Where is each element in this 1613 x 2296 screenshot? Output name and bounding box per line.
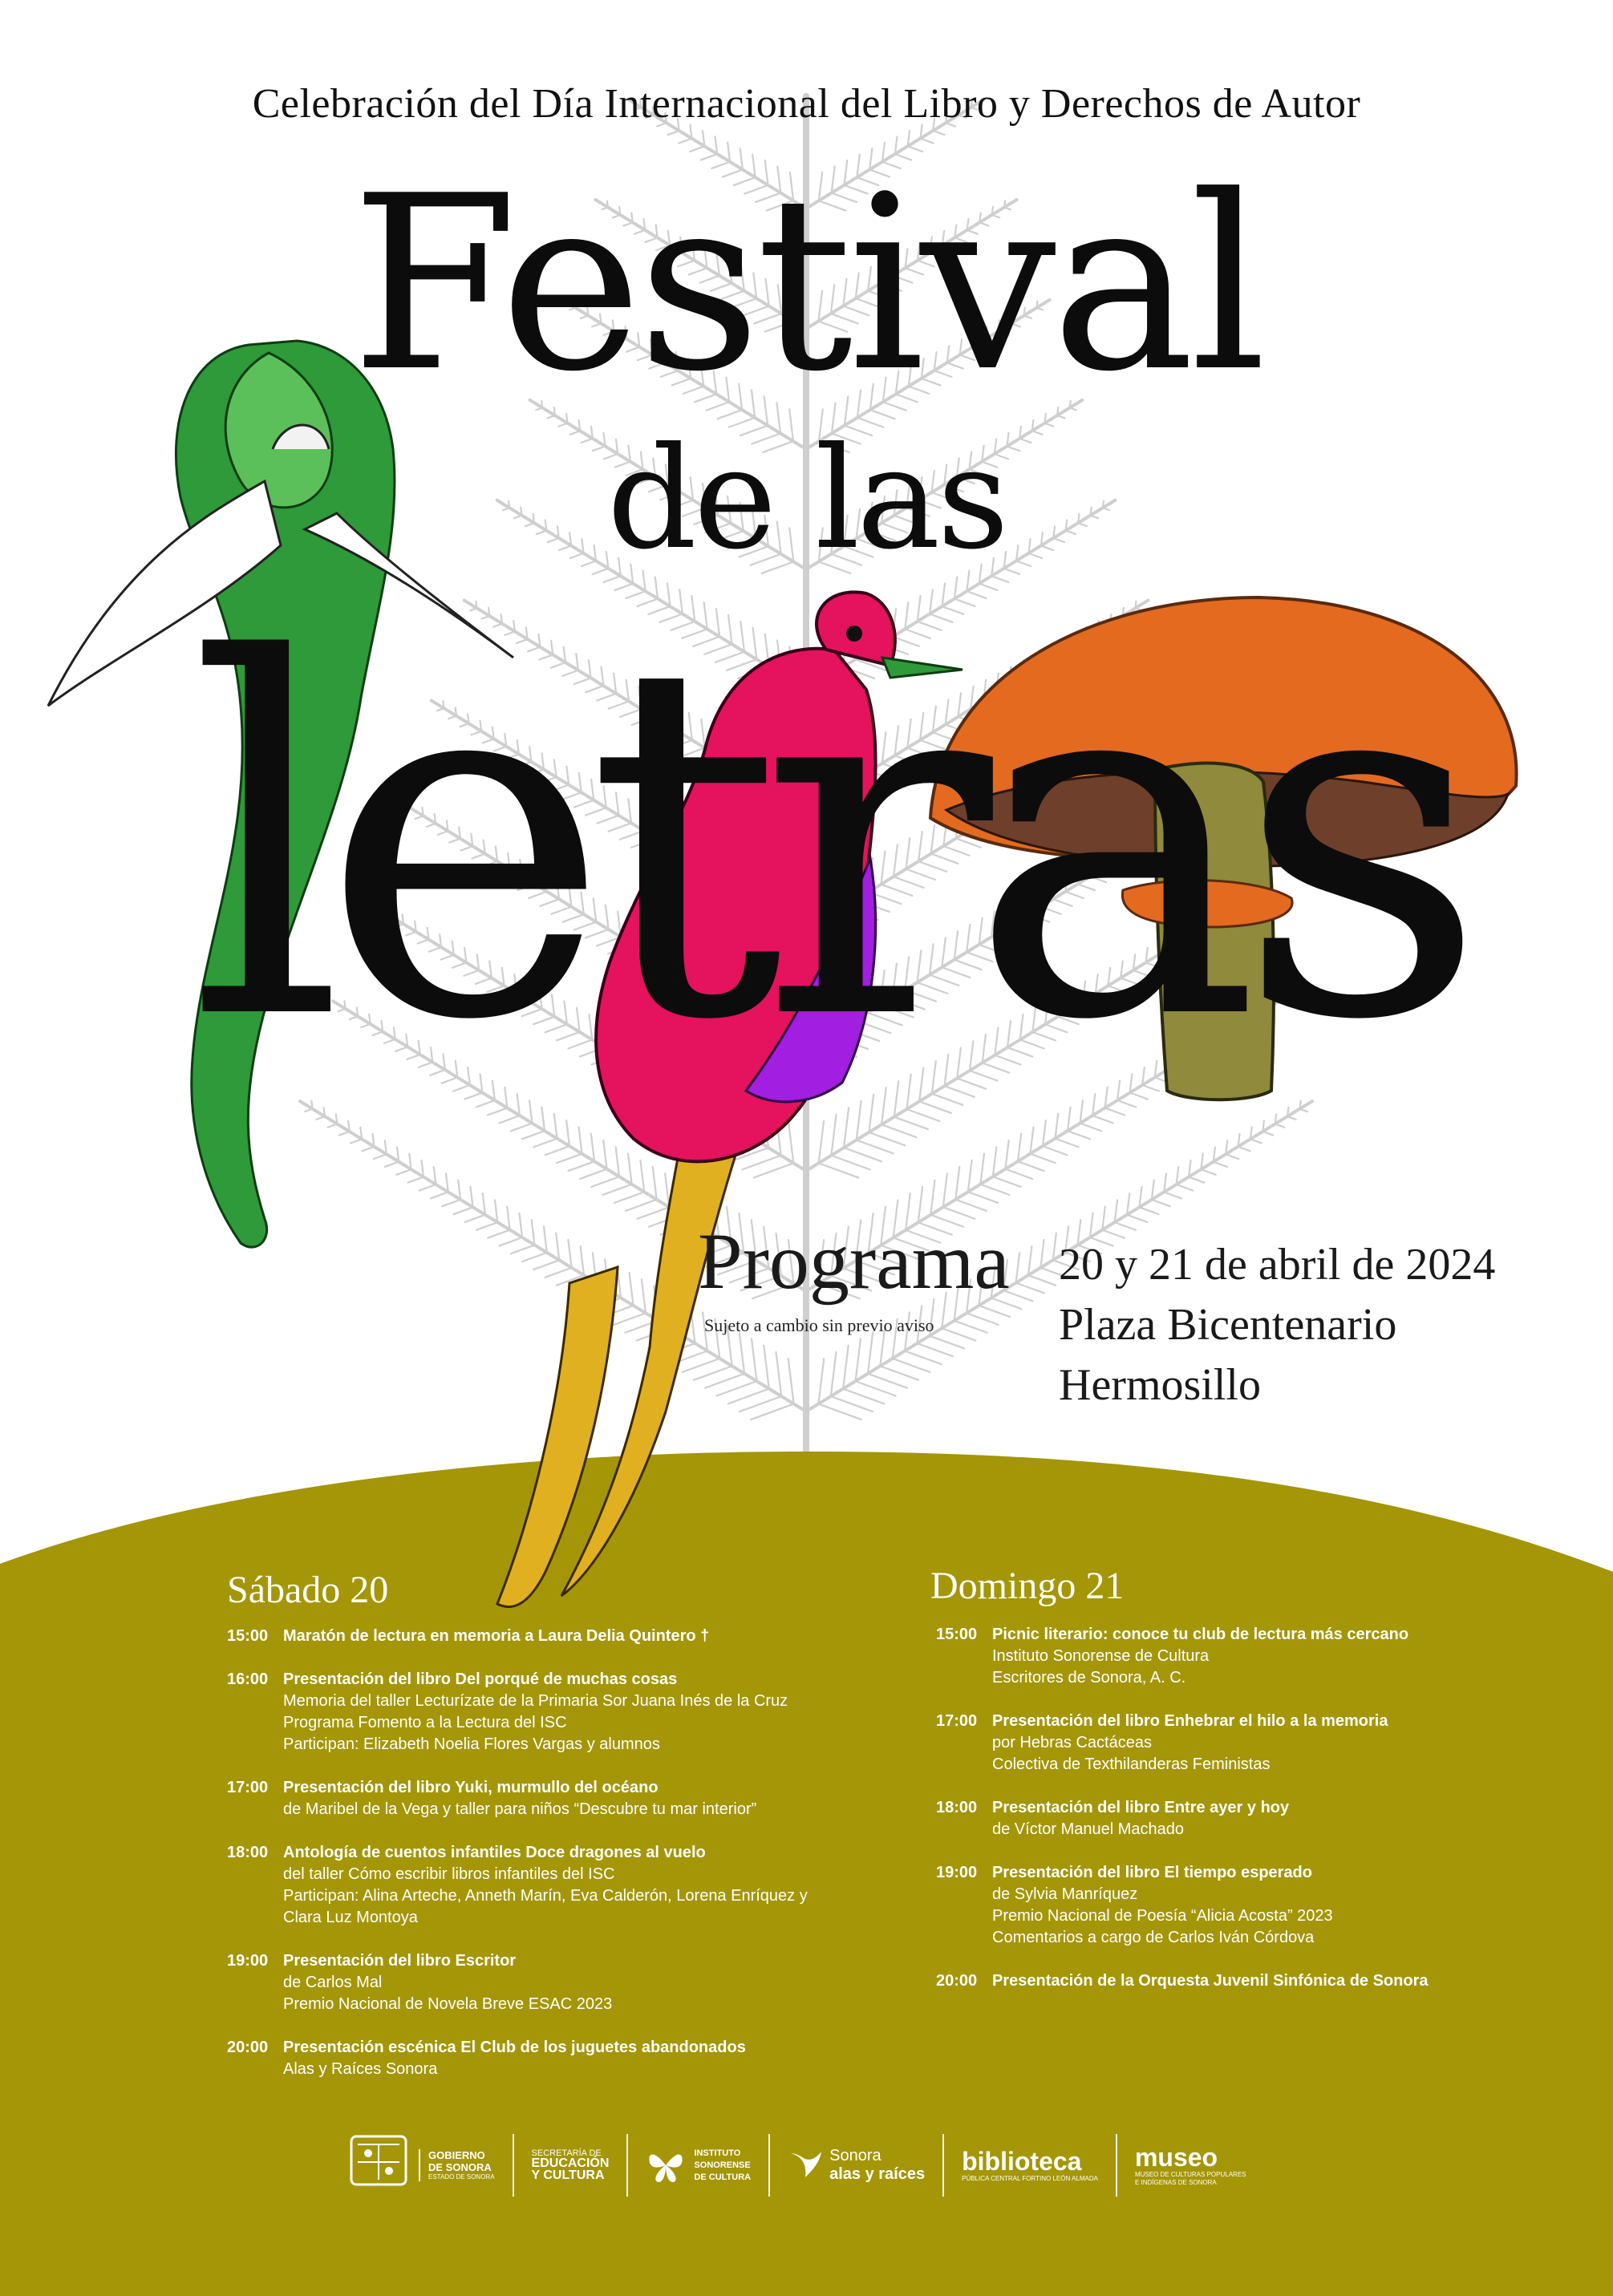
event-detail: Premio Nacional de Novela Breve ESAC 2023 — [283, 1995, 613, 2013]
saturday-title: Sábado 20 — [227, 1569, 389, 1611]
event-time: 19:00 — [227, 1952, 269, 1970]
sunday-title: Domingo 21 — [930, 1565, 1125, 1607]
event-item — [227, 2037, 901, 2080]
event-item — [227, 1842, 901, 1929]
disclaimer: Sujeto a cambio sin previo aviso — [704, 1315, 934, 1335]
saturday-schedule — [227, 1626, 901, 2102]
event-title: Picnic literario: conoce tu club de lectura más cercano — [992, 1626, 1409, 1643]
sponsor-logos — [329, 2129, 1263, 2201]
event-title: Presentación del libro Escritor — [283, 1952, 517, 1970]
logo-biblioteca — [944, 2133, 1116, 2197]
event-time: 15:00 — [227, 1627, 269, 1645]
event-time: 18:00 — [936, 1799, 978, 1816]
isc-label-1: INSTITUTO — [694, 2148, 741, 2158]
logo-gobierno-sonora — [329, 2133, 513, 2197]
event-title: Presentación del libro Yuki, murmullo del océano — [283, 1779, 659, 1796]
event-detail: de Sylvia Manríquez — [992, 1885, 1138, 1903]
event-detail: Comentarios a cargo de Carlos Iván Córdova — [992, 1929, 1315, 1946]
event-detail: por Hebras Cactáceas — [992, 1734, 1152, 1751]
event-time: 17:00 — [227, 1779, 269, 1796]
event-city: Hermosillo — [1059, 1360, 1261, 1410]
event-item — [227, 1669, 901, 1755]
event-time: 15:00 — [936, 1626, 978, 1643]
biblioteca-sublabel: PÚBLICA CENTRAL FORTINO LEÓN ALMADA — [962, 2175, 1098, 2182]
event-title: Presentación de la Orquesta Juvenil Sinfónica de Sonora — [992, 1972, 1429, 1990]
event-title: Presentación del libro El tiempo esperado — [992, 1864, 1312, 1881]
logo-divider — [768, 2134, 770, 2197]
event-detail: Alas y Raíces Sonora — [283, 2060, 438, 2078]
event-detail: Participan: Elizabeth Noelia Flores Vargas y alumnos — [283, 1735, 660, 1753]
coat-of-arms-icon — [347, 2133, 411, 2197]
sunday-schedule — [936, 1624, 1578, 2014]
event-detail: Escritores de Sonora, A. C. — [992, 1669, 1186, 1687]
bird-mark-icon — [788, 2147, 825, 2184]
event-title: Presentación del libro Entre ayer y hoy — [992, 1799, 1290, 1816]
event-detail: Memoria del taller Lecturízate de la Primaria Sor Juana Inés de la Cruz — [283, 1692, 788, 1710]
event-title: Presentación escénica El Club de los juguetes abandonados — [283, 2039, 746, 2056]
museo-sublabel-1: MUSEO DE CULTURAS POPULARES — [1134, 2171, 1246, 2178]
event-item — [936, 1797, 1578, 1840]
event-time: 19:00 — [936, 1864, 978, 1881]
logo-divider — [1116, 2134, 1117, 2197]
alas-label-1: Sonora — [829, 2147, 881, 2164]
event-venue: Plaza Bicentenario — [1059, 1300, 1397, 1350]
museo-label: museo — [1134, 2143, 1218, 2172]
event-item — [227, 1950, 901, 2015]
logo-divider — [942, 2134, 944, 2197]
event-item — [936, 1711, 1578, 1776]
title-festival: Festival — [351, 144, 1262, 424]
gobierno-label-1: GOBIERNO — [428, 2149, 485, 2161]
event-time: 18:00 — [227, 1844, 269, 1861]
event-detail: del taller Cómo escribir libros infantiles del ISC — [283, 1865, 615, 1883]
sec-label-1: SECRETARÍA DE — [531, 2148, 602, 2158]
event-detail: Participan: Alina Arteche, Anneth Marín, Eva Calderón, Lorena Enríquez y — [283, 1887, 808, 1905]
event-title: Antología de cuentos infantiles Doce dragones al vuelo — [283, 1844, 706, 1861]
gobierno-label-2: DE SONORA — [428, 2161, 492, 2173]
event-detail: Clara Luz Montoya — [283, 1909, 418, 1926]
event-detail: Colectiva de Texthilanderas Feministas — [992, 1755, 1271, 1773]
event-title: Presentación del libro Enhebrar el hilo a la memoria — [992, 1712, 1388, 1730]
sec-label-3: Y CULTURA — [531, 2168, 605, 2182]
event-detail: de Maribel de la Vega y taller para niños “Descubre tu mar interior” — [283, 1800, 757, 1818]
event-item — [936, 1862, 1578, 1949]
event-time: 20:00 — [936, 1972, 978, 1990]
event-title: Maratón de lectura en memoria a Laura Delia Quintero † — [283, 1627, 710, 1645]
event-time: 16:00 — [227, 1670, 269, 1688]
butterfly-icon — [646, 2145, 686, 2185]
title-de-las: de las — [606, 418, 1007, 581]
logo-divider — [513, 2134, 514, 2197]
museo-sublabel-2: E INDÍGENAS DE SONORA — [1134, 2179, 1217, 2186]
event-time: 17:00 — [936, 1712, 978, 1730]
event-item — [936, 1970, 1578, 1992]
sec-label-2: EDUCACIÓN — [531, 2156, 610, 2170]
logo-isc — [628, 2133, 768, 2197]
event-detail: de Víctor Manuel Machado — [992, 1820, 1185, 1838]
isc-label-2: SONORENSE — [694, 2160, 751, 2170]
event-date: 20 y 21 de abril de 2024 — [1059, 1240, 1496, 1290]
isc-label-3: DE CULTURA — [694, 2172, 752, 2182]
event-title: Presentación del libro Del porqué de muchas cosas — [283, 1670, 678, 1688]
event-detail: Programa Fomento a la Lectura del ISC — [283, 1714, 567, 1731]
event-item — [227, 1777, 901, 1820]
logo-divider — [626, 2134, 628, 2197]
event-item — [936, 1624, 1578, 1689]
title-letras: letras — [188, 557, 1464, 1127]
event-item — [227, 1626, 901, 1647]
event-detail: Instituto Sonorense de Cultura — [992, 1647, 1210, 1665]
logo-alas-raices — [770, 2133, 942, 2197]
program-label: Programa — [698, 1217, 1010, 1306]
alas-label-2: alas y raíces — [829, 2165, 926, 2183]
event-time: 20:00 — [227, 2039, 269, 2056]
estado-label: ESTADO DE SONORA — [428, 2173, 495, 2181]
event-detail: Premio Nacional de Poesía “Alicia Acosta” 2023 — [992, 1907, 1333, 1925]
biblioteca-label: biblioteca — [962, 2147, 1082, 2176]
event-detail: de Carlos Mal — [283, 1974, 383, 1991]
logo-sec — [514, 2133, 627, 2197]
event-subtitle: Celebración del Día Internacional del Libro y Derechos de Autor — [252, 81, 1361, 127]
logo-museo — [1117, 2133, 1264, 2197]
